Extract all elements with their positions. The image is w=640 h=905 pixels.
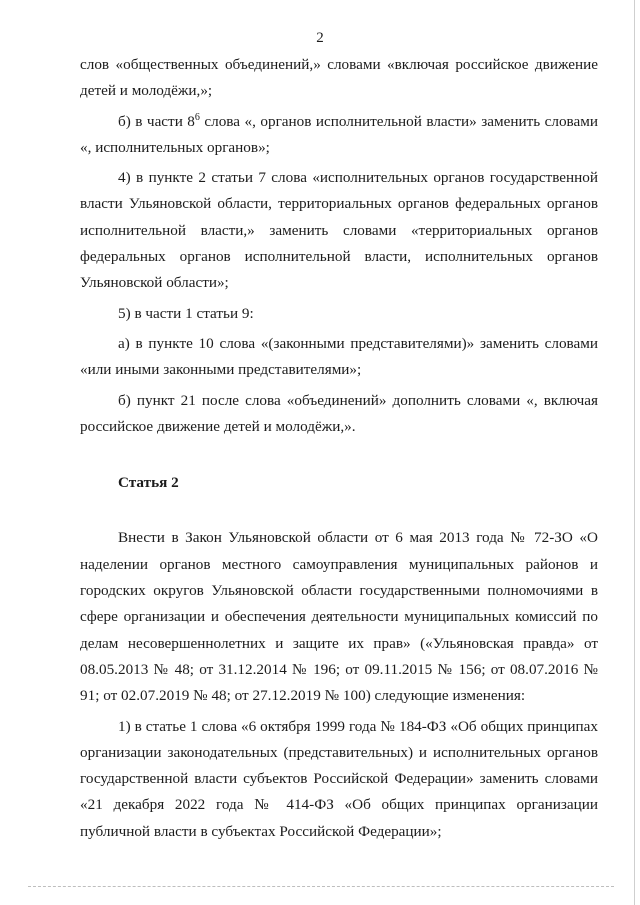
paragraph-item-5: 5) в части 1 статьи 9:	[118, 304, 254, 322]
paragraph-text: б) в части 8	[118, 112, 195, 130]
superscript: 6	[194, 111, 200, 123]
paragraph-item-b-part-8	[80, 109, 598, 162]
paragraph-item-b-point-21: б) пункт 21 после слова «объединений» дополнить словами «, включая российское движение детей и молодёжи,».	[80, 391, 598, 435]
article-heading: Статья 2	[118, 474, 179, 492]
paragraph-article-2-intro: Внести в Закон Ульяновской области от 6 мая 2013 года № 72-ЗО «О наделении органов местного самоуправления муниципальных районов и городских округов Ульяновской области государственными полномочиями в сфере организации и обеспечения деятельности муниципальных комиссий по делам несовершеннолетних и защите их прав» («Ульяновская правда» от 08.05.2013 № 48; от 31.12.2014 № 196; от 09.11.2015 № 156; от 08.07.2016 № 91; от 02.07.2019 № 48; от 27.12.2019 № 100) следующие изменения:	[80, 529, 598, 705]
scan-edge	[634, 0, 635, 905]
scan-dashed-line	[28, 886, 614, 887]
paragraph-item-1: 1) в статье 1 слова «6 октября 1999 года № 184-ФЗ «Об общих принципах организации законодательных (представительных) и исполнительных органов государственной власти субъектов Российской Федерации» заменить словами «21 декабря 2022 года № 414-ФЗ «Об общих принципах организации публичной власти в субъектах Российской Федерации»;	[80, 717, 598, 840]
paragraph-text: слова «, органов исполнительной власти» заменить словами «, исполнительных органов»;	[80, 112, 599, 156]
paragraph-item-4: 4) в пункте 2 статьи 7 слова «исполнительных органов государственной власти Ульяновской области, территориальных органов федеральных органов исполнительной власти,» заменить словами «территориальных органов федеральных органов исполнительной власти, исполнительных органов Ульяновской области»;	[80, 169, 598, 292]
paragraph-item-a: а) в пункте 10 слова «(законными представителями)» заменить словами «или иными законными представителями»;	[80, 334, 598, 379]
paragraph-continuation: слов «общественных объединений,» словами «включая российское движение детей и молодёжи,»;	[80, 56, 598, 100]
document-body	[80, 52, 598, 845]
page-number: 2	[316, 30, 324, 46]
